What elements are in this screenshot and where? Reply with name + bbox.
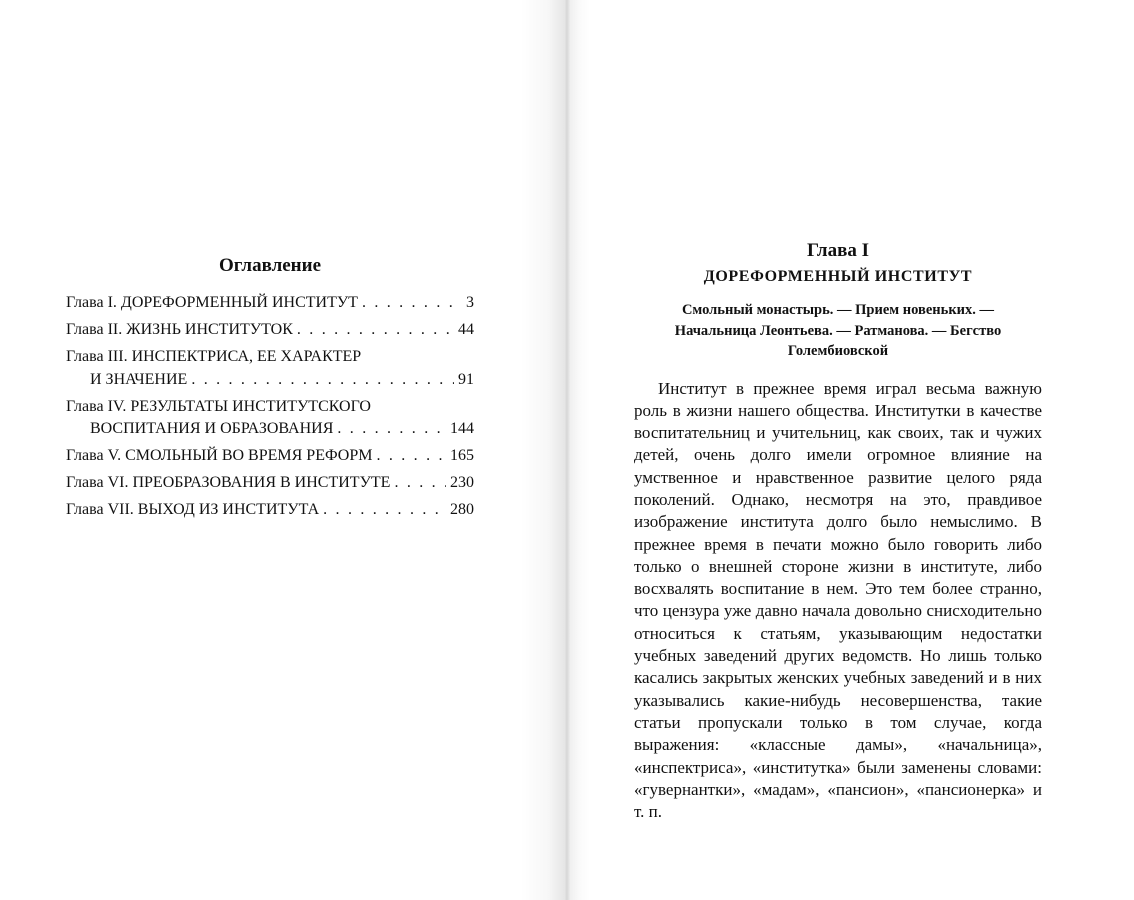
- left-page: [0, 0, 566, 900]
- toc-entry-chapter-3: [66, 346, 474, 391]
- chapter-number: Глава I: [806, 240, 869, 261]
- toc-dot-leader: [394, 472, 446, 495]
- toc-entry-label: Глава III. ИНСПЕКТРИСА, ЕЕ ХАРАКТЕР: [66, 348, 362, 365]
- toc-entry-label-continued: И ЗНАЧЕНИЕ: [90, 370, 188, 388]
- chapter-body-paragraph: Институт в прежнее время играл весьма важную роль в жизни нашего общества. Институтки в качестве воспитательниц и учительниц, как своих, так и чужих детей, очень долго имели огромное влияние на умственное и нравственное развитие целого ряда поколений. Однако, несмотря на это, правдивое изображение института долго было немыслимо. В прежнее время в печати можно было говорить либо только о внешней стороне жизни в институте, либо восхвалять воспитание в нем. Это тем более странно, что цензура уже давно начала довольно снисходительно относиться к статьям, указывающим недостатки учебных заведений других ведомств. Но лишь только касались закрытых женских учебных заведений и в них указывались какие-нибудь несовершенства, такие статьи пропускали только в том случае, когда выражения: «классные дамы», «начальница», «инспектриса», «институтка» были заменены словами: «гувернантки», «мадам», «пансион», «пансионерка» и т. п.: [634, 378, 1042, 822]
- toc-entry-label: Глава II. ЖИЗНЬ ИНСТИТУТОК: [66, 321, 293, 338]
- toc-entry-label-continued: ВОСПИТАНИЯ И ОБРАЗОВАНИЯ: [90, 420, 334, 437]
- chapter-opening: [634, 238, 1042, 823]
- toc-entry-chapter-4: [66, 396, 474, 441]
- toc-dot-leader: [337, 418, 446, 441]
- toc-page-number: 91: [458, 370, 474, 388]
- toc-page-number: 280: [450, 501, 474, 518]
- toc-entry-label: Глава IV. РЕЗУЛЬТАТЫ ИНСТИТУТСКОГО: [66, 397, 371, 415]
- toc-page-number: 144: [450, 420, 474, 437]
- toc-dot-leader: [376, 445, 446, 468]
- toc-entry-chapter-6: [66, 472, 474, 495]
- toc-dot-leader: [362, 292, 462, 315]
- toc-page-number: 44: [458, 321, 474, 338]
- toc-dot-leader: [297, 319, 454, 342]
- chapter-summary: Смольный монастырь. — Прием новеньких. — Начальница Леонтьева. — Ратманова. — Бегство Голембиовской: [674, 302, 1002, 359]
- toc-entry-label: Глава VII. ВЫХОД ИЗ ИНСТИТУТА: [66, 501, 320, 518]
- table-of-contents: [66, 254, 474, 526]
- toc-entry-chapter-2: [66, 319, 474, 342]
- toc-entry-label: Глава VI. ПРЕОБРАЗОВАНИЯ В ИНСТИТУТЕ: [66, 474, 391, 491]
- toc-page-number: 165: [450, 447, 474, 464]
- toc-dot-leader: [323, 499, 446, 522]
- toc-entry-label: Глава V. СМОЛЬНЫЙ ВО ВРЕМЯ РЕФОРМ: [66, 447, 373, 464]
- toc-dot-leader: [191, 369, 454, 392]
- toc-entry-chapter-5: [66, 445, 474, 468]
- toc-title: Оглавление: [218, 255, 322, 276]
- toc-entry-label: Глава I. ДОРЕФОРМЕННЫЙ ИНСТИТУТ: [66, 294, 358, 311]
- toc-entry-chapter-1: [66, 292, 474, 315]
- toc-page-number: 3: [466, 294, 474, 311]
- toc-entry-chapter-7: [66, 499, 474, 522]
- toc-page-number: 230: [450, 474, 474, 491]
- chapter-title: ДОРЕФОРМЕННЫЙ ИНСТИТУТ: [703, 268, 973, 285]
